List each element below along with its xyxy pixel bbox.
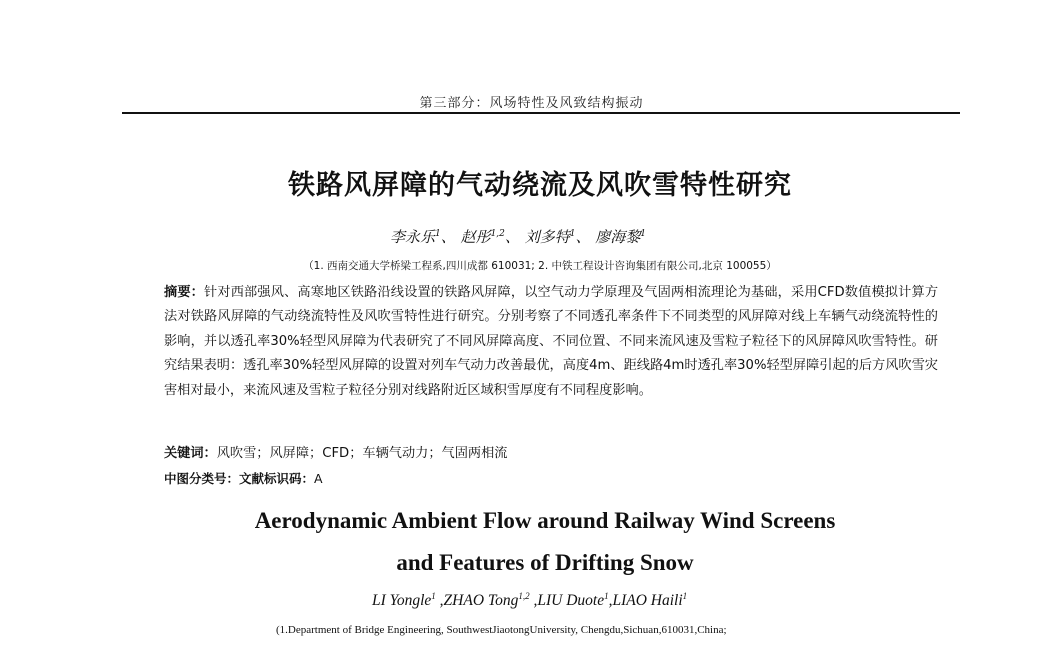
abstract-text: 针对西部强风、高寒地区铁路沿线设置的铁路风屏障，以空气动力学原理及气固两相流理论为基础，采用CFD数值模拟计算方法对铁路风屏障的气动绕流特性及风吹雪特性进行研究。分别考察了不同透孔率条件下不同类型的风屏障对线上车辆气动绕流特性的影响，并以透孔率30%轻型风屏障为代表研究了不同风屏障高度、不同位置、不同来流风速及雪粒子粒径下的风屏障风吹雪特性。研究结果表明：透孔率30%轻型风屏障的设置对列车气动力改善最优，高度4m、距线路4m时透孔率30%轻型屏障引起的后方风吹雪灾害相对最小，来流风速及雪粒子粒径分别对线路附近区域积雪厚度有不同程度影响。 [164, 285, 939, 398]
author-name: 赵彤 [460, 228, 491, 246]
doc-code-label: 文献标识码： [239, 471, 315, 486]
author-affil-mark: 1 [569, 229, 576, 239]
keywords-label: 关键词： [164, 446, 217, 461]
author-name: 廖海黎 [595, 228, 641, 246]
author-affil-mark: 1 [640, 229, 646, 239]
author-name: LI Yongle [372, 592, 432, 609]
header-rule [122, 112, 960, 114]
english-affiliation: (1.Department of Bridge Engineering, SouthwestJiaotongUniversity, Chengdu,Sichuan,610031,China; [276, 624, 727, 636]
english-authors [372, 592, 687, 610]
author-separator: , [608, 592, 613, 609]
author-name: 刘多特 [524, 228, 570, 246]
author-affil-mark: 1 [431, 590, 436, 601]
author-name: ZHAO Tong [443, 592, 519, 609]
english-title-line-2: and Features of Drifting Snow [396, 550, 694, 575]
chinese-authors [390, 226, 646, 247]
author-separator: 、 [440, 228, 456, 246]
author-separator: 、 [575, 228, 591, 246]
abstract [164, 281, 938, 403]
author-name: LIU Duote [537, 592, 605, 609]
author-name: 李永乐 [390, 228, 436, 246]
chinese-affiliation: （1. 西南交通大学桥梁工程系,四川成都 610031; 2. 中铁工程设计咨询集团有限公司,北京 100055） [303, 260, 777, 272]
clc-label: 中图分类号： [164, 471, 240, 486]
author-affil-mark: 1 [604, 590, 609, 601]
keywords [164, 442, 938, 461]
abstract-label: 摘要： [164, 285, 205, 300]
english-title-line-1: Aerodynamic Ambient Flow around Railway Wind Screens [254, 508, 836, 533]
author-affil-mark: 1,2 [518, 590, 530, 601]
author-name: LIAO Haili [612, 592, 683, 609]
running-header: 第三部分：风场特性及风致结构振动 [419, 96, 644, 111]
author-separator: , [529, 592, 538, 609]
author-separator: 、 [504, 228, 520, 246]
author-separator: , [435, 592, 444, 609]
chinese-title: 铁路风屏障的气动绕流及风吹雪特性研究 [288, 170, 792, 201]
classification [164, 469, 938, 487]
keywords-text: 风吹雪；风屏障；CFD；车辆气动力；气固两相流 [216, 446, 508, 461]
author-affil-mark: 1 [682, 590, 688, 601]
author-affil-mark: 1,2 [490, 229, 505, 239]
doc-code: A [314, 471, 323, 486]
author-affil-mark: 1 [435, 229, 441, 239]
